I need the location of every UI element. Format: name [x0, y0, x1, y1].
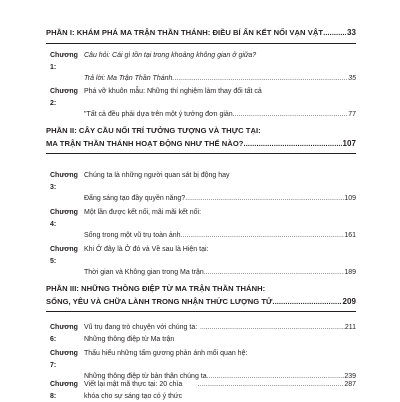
chapter-subtitle: Sống trong một vũ trụ toàn ảnh — [84, 232, 181, 239]
chapter-subtitle: "Tất cả đều phải dựa trên một ý tưởng đơn giản. — [84, 111, 235, 118]
page-number: 161 — [344, 232, 356, 239]
chapter-subtitle: Những thông điệp từ bản thân chúng ta — [84, 373, 207, 380]
leader-dots — [200, 322, 345, 334]
chapter-title: Chúng ta là những người quan sát bị động hay — [84, 172, 230, 179]
leader-dots — [323, 26, 346, 39]
chapter-8 — [50, 379, 356, 402]
chapter-1 — [50, 50, 356, 85]
part-title-line2: MA TRẬN THẦN THÁNH HOẠT ĐỘNG NHƯ THẾ NÀO? — [46, 139, 244, 148]
part-title: PHẦN I: KHÁM PHÁ MA TRẬN THẦN THÁNH: ĐIỀU BÍ ẨN KẾT NỐI VẠN VẬT — [46, 28, 324, 37]
chapter-label: Chương 4: — [50, 209, 78, 228]
leader-dots — [235, 109, 349, 121]
chapter-subtitle: Thời gian và Không gian trong Ma trận — [84, 269, 204, 276]
chapter-label: Chương 8: — [50, 381, 78, 400]
chapter-label: Chương 5: — [50, 246, 78, 265]
chapter-title: Câu hỏi: Cái gì tồn tại trong khoảng không gian ở giữa? — [84, 52, 257, 59]
divider — [46, 43, 356, 44]
page-number: 211 — [344, 324, 356, 331]
divider — [46, 311, 356, 312]
page-number: 189 — [344, 269, 356, 276]
chapter-label: Chương 2: — [50, 88, 78, 107]
leader-dots — [197, 379, 344, 391]
chapter-title: Phá vỡ khuôn mẫu: Những thí nghiệm làm thay đổi tất cả — [84, 88, 262, 95]
chapter-title: Viết lại mật mã thực tại: 20 chìa khóa cho sự sáng tạo có ý thức — [84, 381, 183, 400]
leader-dots — [272, 295, 341, 308]
chapter-title: Một lần được kết nối, mãi mãi kết nối: — [84, 209, 202, 216]
leader-dots — [174, 73, 348, 85]
part-1-heading — [46, 26, 356, 39]
leader-dots — [185, 193, 344, 205]
chapter-5 — [50, 244, 356, 279]
leader-dots — [204, 267, 345, 279]
chapter-title: Thấu hiểu những tấm gương phản ánh mối quan hệ: — [84, 350, 248, 357]
chapter-label: Chương 1: — [50, 52, 78, 71]
page-number: 209 — [342, 297, 356, 306]
chapter-subtitle: Trả lời: Ma Trận Thần Thánh. — [84, 75, 175, 82]
part-2-heading — [46, 124, 356, 150]
leader-dots — [243, 137, 341, 150]
chapter-2 — [50, 86, 356, 121]
chapter-label: Chương 7: — [50, 350, 78, 369]
chapter-label: Chương 3: — [50, 172, 78, 191]
part-title: PHẦN III: NHỮNG THÔNG ĐIỆP TỪ MA TRẬN THẦN THÁNH: — [46, 284, 266, 293]
chapter-7 — [50, 348, 356, 383]
chapter-4 — [50, 207, 356, 242]
page-number: 77 — [348, 111, 356, 118]
part-3-heading — [46, 282, 356, 308]
page-number: 107 — [342, 139, 356, 148]
chapter-title: Vũ trụ đang trò chuyện với chúng ta: Những thông điệp từ Ma trận — [84, 324, 198, 343]
chapter-label: Chương 6: — [50, 324, 78, 343]
chapter-subtitle: Đấng sáng tạo đầy quyền năng? — [84, 195, 186, 202]
chapter-3 — [50, 170, 356, 205]
page-number: 35 — [348, 75, 356, 82]
page-number: 287 — [344, 381, 356, 388]
page-number: 109 — [344, 195, 356, 202]
leader-dots — [181, 230, 345, 242]
part-title-line2: SỐNG, YÊU VÀ CHỮA LÀNH TRONG NHẬN THỨC LƯỢNG TỬ — [46, 297, 273, 306]
page-number: 33 — [347, 28, 356, 37]
part-title: PHẦN II: CÂY CẦU NỐI TRÍ TƯỞNG TƯỢNG VÀ THỰC TẠI: — [46, 126, 261, 135]
page-number: 239 — [344, 373, 356, 380]
chapter-title: Khi Ở đây là Ở đó và Về sau là Hiện tại: — [84, 246, 209, 253]
divider — [46, 153, 356, 154]
chapter-6 — [50, 322, 356, 345]
